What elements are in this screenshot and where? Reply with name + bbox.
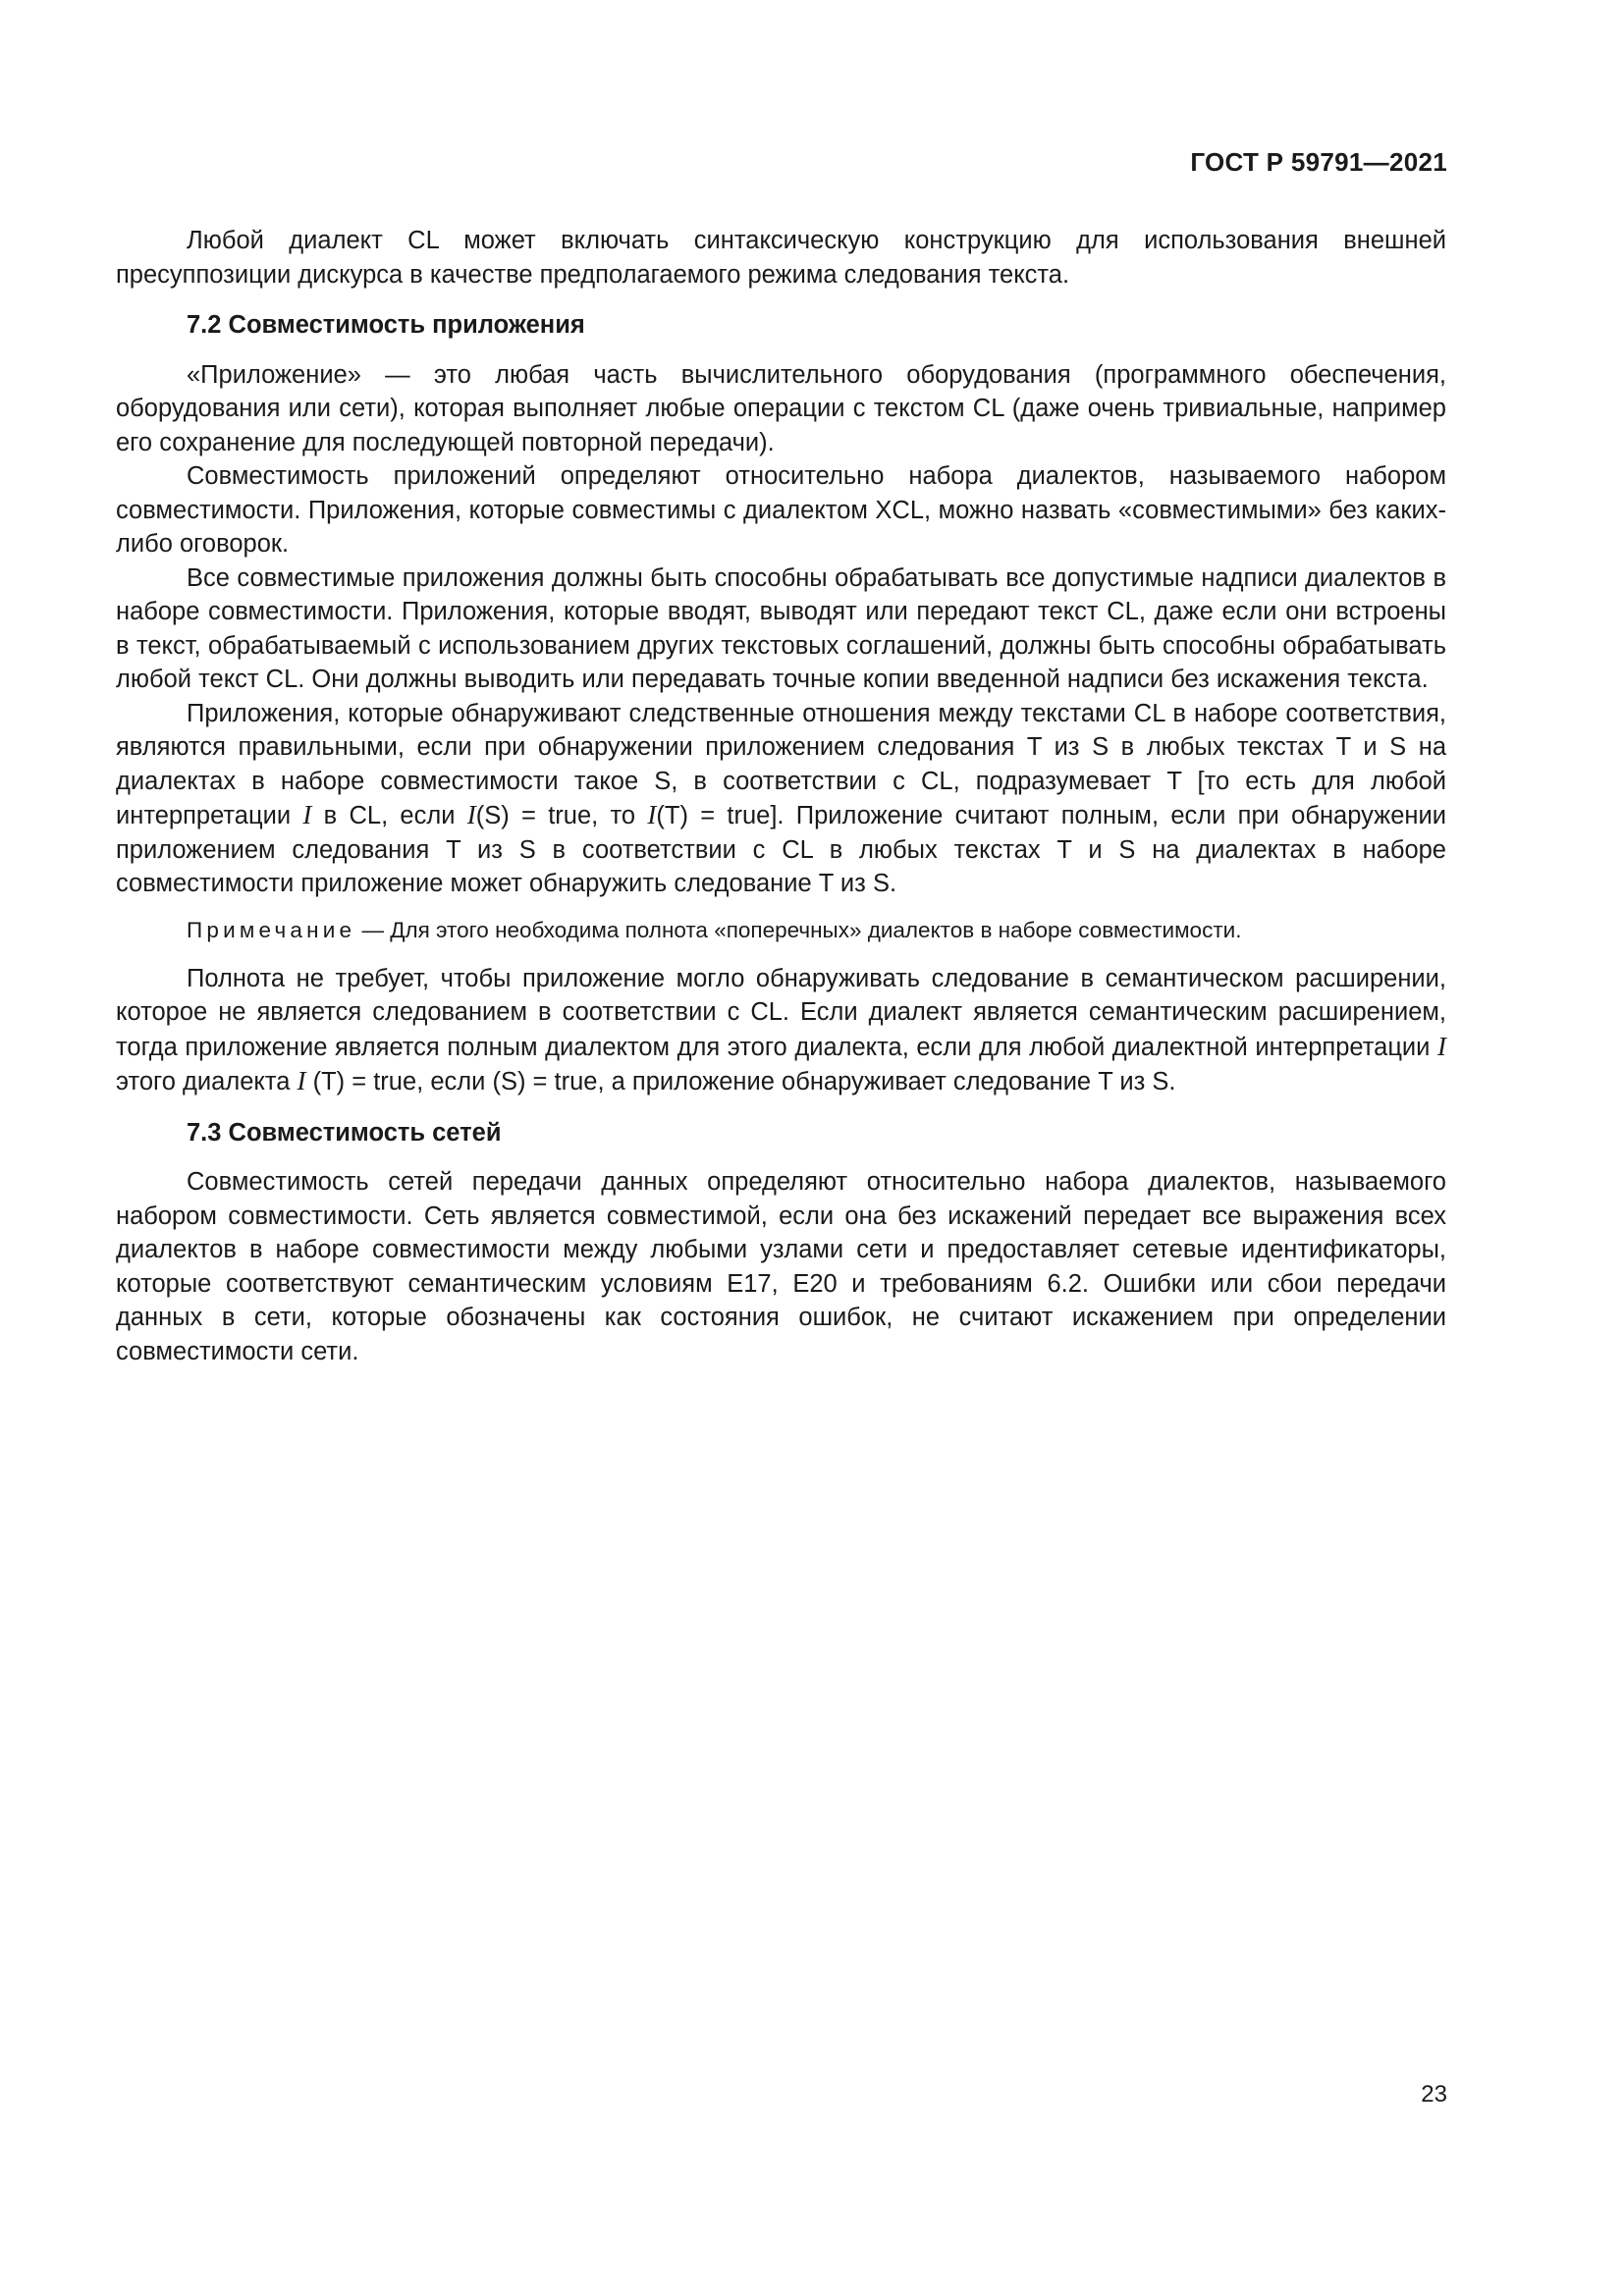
text-segment: (T) = true]. Приложение считают полным, если при обнаружении приложением следования T из S в соответствии с CL в любых текстах T и S на диалектах в наборе совместимости приложение может обнаружить следование T из S. xyxy=(116,802,1446,897)
paragraph-application-definition: «Приложение» — это любая часть вычислительного оборудования (программного обеспечения, оборудования или сети), которая выполняет любые операции с текстом CL (даже очень тривиальные, например его сохранение для последующей повторной передачи). xyxy=(116,360,1446,456)
variable-i: I xyxy=(302,800,312,829)
note xyxy=(116,915,1446,946)
paragraph-network-compatibility: Совместимость сетей передачи данных определяют относительно набора диалектов, называемого набором совместимости. Сеть является совместимой, если она без искажений передает все выражения всех диалектов в наборе совместимости между любыми узлами сети и предоставляет сетевые идентификаторы, которые соответствуют семантическим условиям E17, E20 и требованиям 6.2. Ошибки или сбои передачи данных в сети, которые обозначены как состояния ошибок, не считают искажением при определении совместимости сети. xyxy=(116,1168,1446,1365)
variable-i: I xyxy=(1437,1031,1446,1061)
paragraph-compatible-applications: Все совместимые приложения должны быть способны обрабатывать все допустимые надписи диалектов в наборе совместимости. Приложения, которые вводят, выводят или передают текст CL, даже если они встроены в текст, обрабатываемый с использованием других текстовых соглашений, должны быть способны обрабатывать любой текст CL. Они должны выводить или передавать точные копии введенной надписи без искажения текста. xyxy=(116,563,1446,693)
paragraph-entailment-correctness xyxy=(116,697,1446,901)
text-segment: Полнота не требует, чтобы приложение могло обнаруживать следование в семантическом расширении, которое не является следованием в соответствии с CL. Если диалект является семантическим расширением, тогда приложение является полным диалектом для этого диалекта, если для любой диалектной интерпретации xyxy=(116,964,1446,1061)
section-heading-7-3: 7.3 Совместимость сетей xyxy=(187,1118,502,1147)
variable-i: I xyxy=(647,800,657,829)
text-segment: Приложения, которые обнаруживают следственные отношения между текстами CL в наборе соответствия, являются правильными, если при обнаружении приложением следования T из S в любых текстах T и S на диалектах в наборе совместимости такое S, в соответствии с CL, подразумевает T [то есть для любой интерпретации xyxy=(116,699,1446,829)
variable-i: I xyxy=(466,800,476,829)
document-code: ГОСТ Р 59791—2021 xyxy=(1190,147,1447,177)
page-number: 23 xyxy=(1421,2081,1447,2108)
paragraph-intro: Любой диалект CL может включать синтаксическую конструкцию для использования внешней пресуппозиции дискурса в качестве предполагаемого режима следования текста. xyxy=(116,227,1446,289)
page-content xyxy=(116,224,1446,1368)
variable-i: I xyxy=(297,1066,306,1095)
text-segment: в CL, если xyxy=(311,802,467,829)
text-segment: (T) = true, если (S) = true, а приложение обнаруживает следование T из S. xyxy=(305,1068,1176,1095)
note-label: Примечание xyxy=(187,917,356,942)
text-segment: (S) = true, то xyxy=(475,802,648,829)
text-segment: этого диалекта xyxy=(116,1068,298,1095)
paragraph-application-compatibility: Совместимость приложений определяют относительно набора диалектов, называемого набором совместимости. Приложения, которые совместимы с диалектом XCL, можно назвать «совместимыми» без каких-либо оговорок. xyxy=(116,462,1446,558)
paragraph-completeness xyxy=(116,962,1446,1099)
note-text: — Для этого необходима полнота «поперечных» диалектов в наборе совместимости. xyxy=(355,917,1242,942)
section-heading-7-2: 7.2 Совместимость приложения xyxy=(187,311,585,339)
